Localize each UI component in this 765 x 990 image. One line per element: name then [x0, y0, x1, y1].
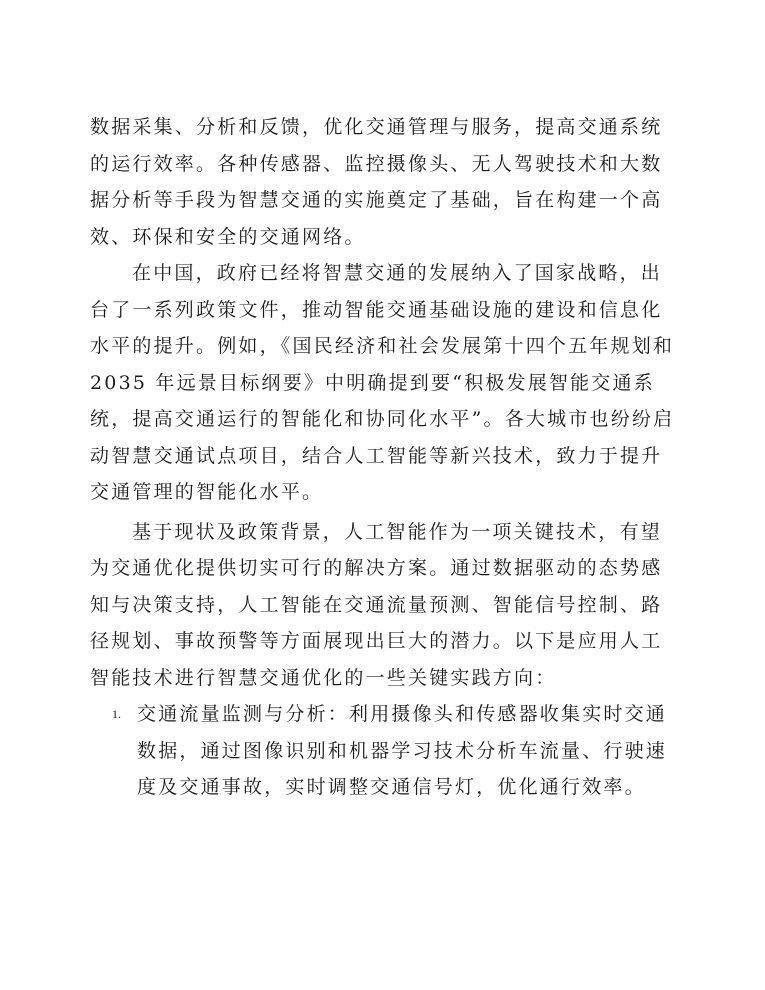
practice-list — [90, 696, 680, 806]
list-item-text: 交通流量监测与分析：利用摄像头和传感器收集实时交通数据，通过图像识别和机器学习技术分析车流量、行驶速度及交通事故，实时调整交通信号灯，优化通行效率。 — [137, 703, 668, 798]
paragraph-china-policy: 在中国，政府已经将智慧交通的发展纳入了国家战略，出台了一系列政策文件，推动智能交通基础设施的建设和信息化水平的提升。例如，《国民经济和社会发展第十四个五年规划和 2035 年远景目标纲要》中明确提到要“积极发展智能交通系统，提高交通运行的智能化和协同化水平”。各大城市也纷纷启动智慧交通试点项目，结合人工智能等新兴技术，致力于提升交通管理的智能化水平。 — [90, 262, 675, 503]
list-marker: 1. — [112, 707, 121, 721]
paragraph-ai-background: 基于现状及政策背景，人工智能作为一项关键技术，有望为交通优化提供切实可行的解决方案。通过数据驱动的态势感知与决策支持，人工智能在交通流量预测、智能信号控制、路径规划、事故预警等方面展现出巨大的潜力。以下是应用人工智能技术进行智慧交通优化的一些关键实践方向： — [90, 520, 663, 689]
list-item — [90, 696, 680, 806]
document-body — [90, 109, 680, 806]
paragraph-intro-continuation: 数据采集、分析和反馈，优化交通管理与服务，提高交通系统的运行效率。各种传感器、监控摄像头、无人驾驶技术和大数据分析等手段为智慧交通的实施奠定了基础，旨在构建一个高效、环保和安全的交通网络。 — [90, 116, 663, 248]
